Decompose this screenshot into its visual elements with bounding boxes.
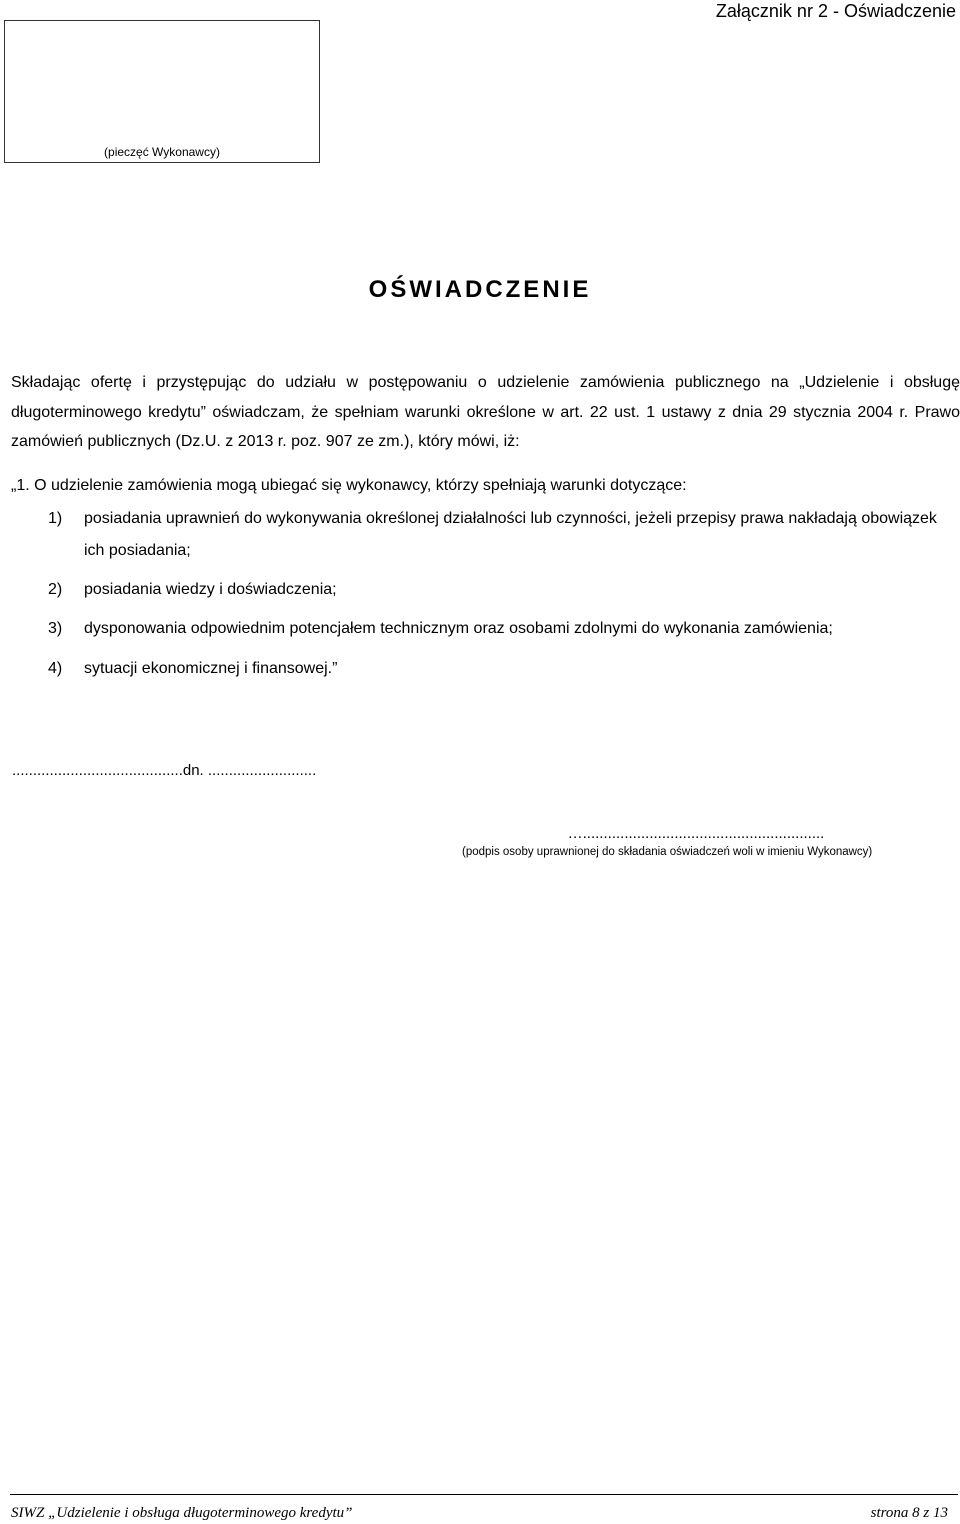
condition-item bbox=[48, 574, 938, 606]
condition-number: 1) bbox=[48, 510, 63, 527]
signature-line: ….......................................................... bbox=[567, 825, 825, 842]
quote-intro: „1. O udzielenie zamówienia mogą ubiegać się wykonawcy, którzy spełniają warunki dotyczące: bbox=[11, 477, 687, 494]
stamp-caption: (pieczęć Wykonawcy) bbox=[104, 145, 220, 159]
signature-caption: (podpis osoby uprawnionej do składania oświadczeń woli w imieniu Wykonawcy) bbox=[462, 846, 873, 858]
condition-item bbox=[48, 613, 938, 645]
footer-page-number: strona 8 z 13 bbox=[870, 1505, 948, 1521]
condition-text: posiadania wiedzy i doświadczenia; bbox=[84, 581, 337, 598]
stamp-box bbox=[4, 20, 320, 163]
condition-number: 3) bbox=[48, 620, 63, 637]
condition-item bbox=[48, 653, 938, 685]
condition-number: 4) bbox=[48, 660, 63, 677]
document-title: OŚWIADCZENIE bbox=[368, 276, 592, 303]
intro-paragraph: Składając ofertę i przystępując do udziału w postępowaniu o udzielenie zamówienia publicznego na „Udzielenie i obsługę długoterminowego kredytu” oświadczam, że spełniam warunki określone w art. 22 ust. 1 ustawy z dnia 29 stycznia 2004 r. Prawo zamówień publicznych (Dz.U. z 2013 r. poz. 907 ze zm.), który mówi, iż: bbox=[11, 374, 960, 450]
condition-item bbox=[48, 503, 938, 567]
date-place-line: .........................................dn. .......................... bbox=[12, 762, 317, 779]
condition-number: 2) bbox=[48, 581, 63, 598]
attachment-label: Załącznik nr 2 - Oświadczenie bbox=[715, 1, 956, 21]
condition-text: dysponowania odpowiednim potencjałem technicznym oraz osobami zdolnymi do wykonania zamówienia; bbox=[84, 620, 833, 637]
signature-block bbox=[462, 826, 902, 858]
footer-divider bbox=[10, 1494, 958, 1495]
condition-text: sytuacji ekonomicznej i finansowej.” bbox=[84, 660, 338, 677]
condition-text: posiadania uprawnień do wykonywania określonej działalności lub czynności, jeżeli przepisy prawa nakładają obowiązek ich posiadania; bbox=[84, 510, 937, 559]
footer-document-title: SIWZ „Udzielenie i obsługa długoterminowego kredytu” bbox=[11, 1505, 353, 1521]
